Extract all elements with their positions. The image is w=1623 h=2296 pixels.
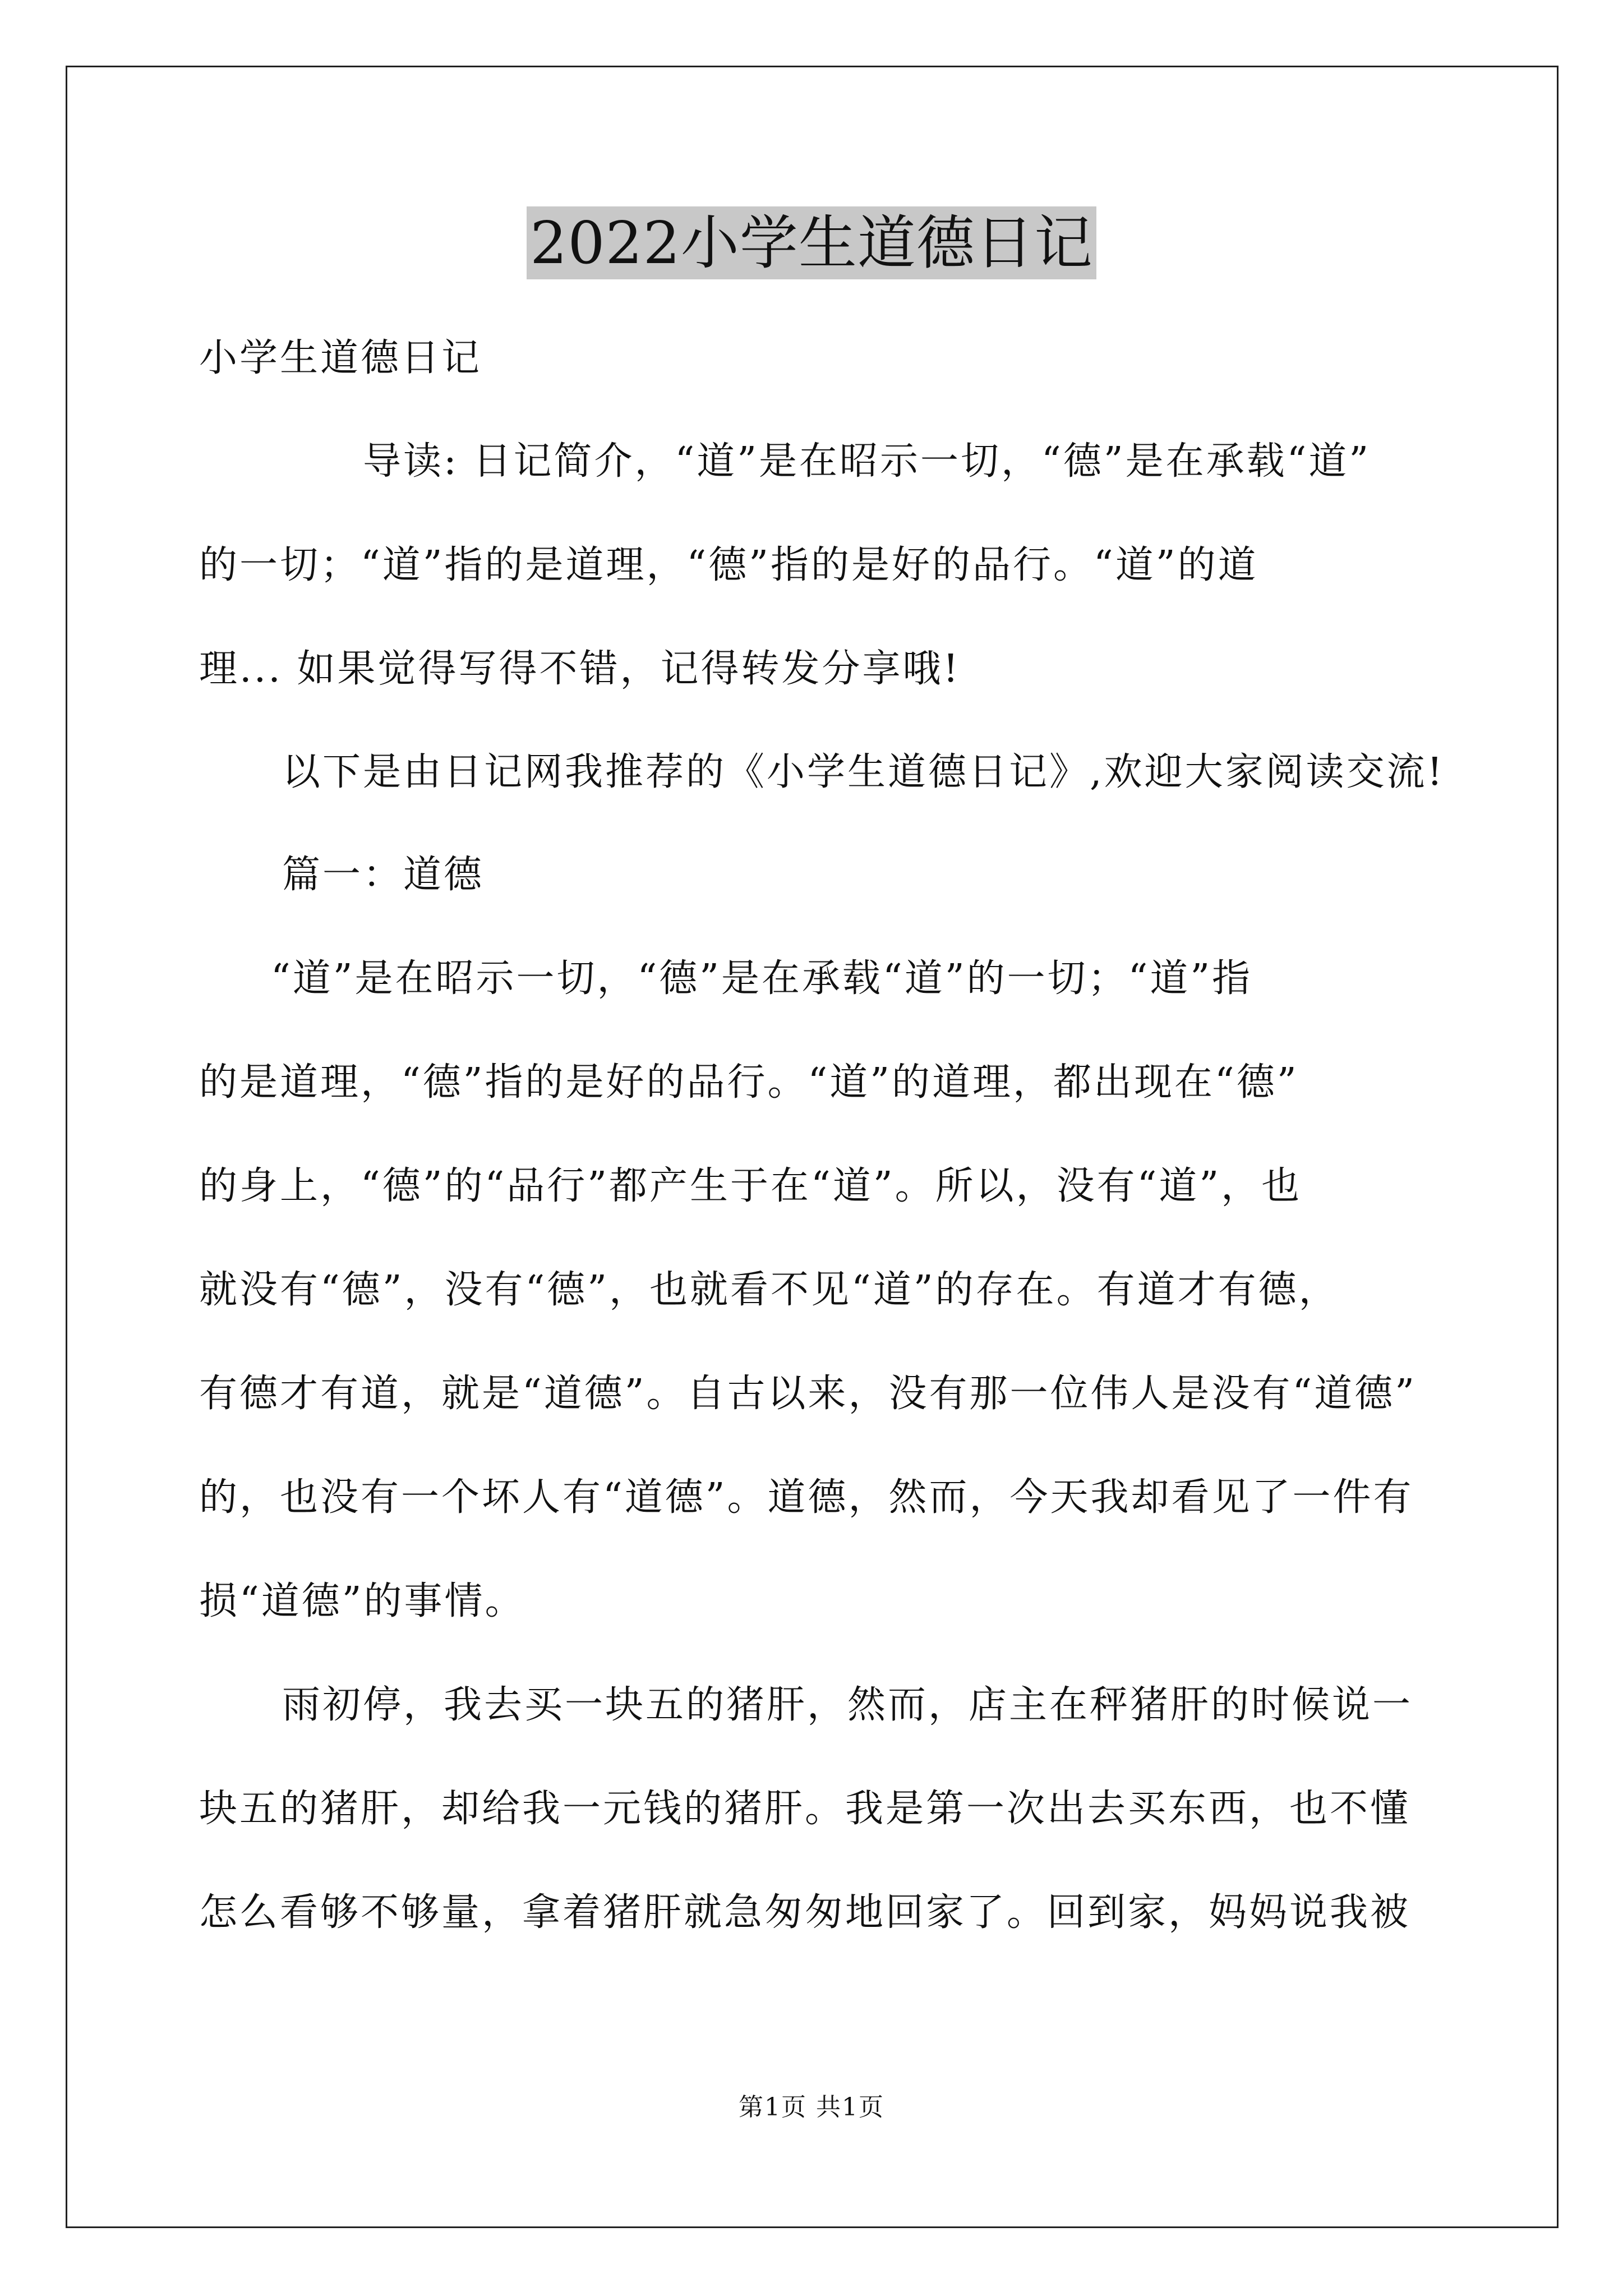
intro-line-1: 导读: 日记简介，“道”是在昭示一切，“德”是在承载“道” <box>363 439 1371 484</box>
para2-line-3: 怎么看够不够量，拿着猪肝就急匆匆地回家了。回到家，妈妈说我被 <box>199 1890 1411 1935</box>
para1-line-7: 损“道德”的事情。 <box>199 1579 525 1623</box>
para1-line-1: “道”是在昭示一切，“德”是在承载“道”的一切；“道”指 <box>271 956 1253 1001</box>
intro-line-3: 理... 如果觉得写得不错，记得转发分享哦! <box>199 647 961 691</box>
subtitle: 小学生道德日记 <box>199 336 482 380</box>
para1-line-2: 的是道理，“德”指的是好的品行。“道”的道理，都出现在“德” <box>199 1060 1299 1105</box>
para2-line-2: 块五的猪肝，却给我一元钱的猪肝。我是第一次出去买东西，也不懂 <box>199 1787 1411 1831</box>
intro-line-2: 的一切；“道”指的是道理，“德”指的是好的品行。“道”的道 <box>199 543 1258 587</box>
section-heading: 篇一：道德 <box>282 853 485 897</box>
title-container <box>0 206 1623 279</box>
para1-line-6: 的，也没有一个坏人有“道德”。道德，然而，今天我却看见了一件有 <box>199 1475 1414 1520</box>
para2-line-1: 雨初停，我去买一块五的猪肝，然而，店主在秤猪肝的时候说一 <box>282 1683 1413 1727</box>
para1-line-4: 就没有“德”，没有“德”，也就看不见“道”的存在。有道才有德， <box>199 1268 1339 1312</box>
recommend-line: 以下是由日记网我推荐的《小学生道德日记》,欢迎大家阅读交流! <box>282 750 1445 794</box>
para1-line-3: 的身上，“德”的“品行”都产生于在“道”。所以，没有“道”，也 <box>199 1164 1302 1208</box>
para1-line-5: 有德才有道，就是“道德”。自古以来，没有那一位伟人是没有“道德” <box>199 1372 1417 1416</box>
page-footer: 第1页 共1页 <box>739 2093 884 2122</box>
document-title: 2022小学生道德日记 <box>527 206 1096 279</box>
